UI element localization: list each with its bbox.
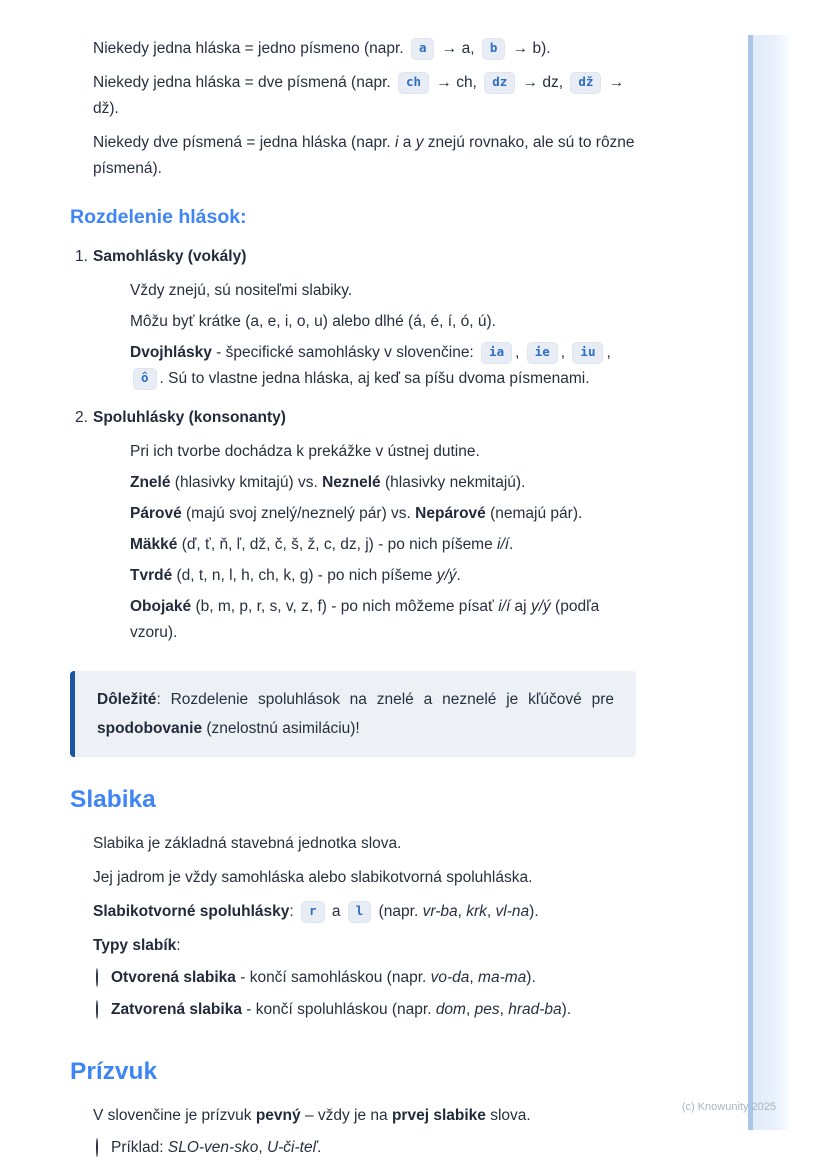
inline-code-badge: dz [484, 72, 515, 94]
bold-text: Dôležité [97, 691, 157, 708]
inline-code-badge: b [482, 38, 506, 60]
list-item [93, 439, 636, 465]
list-item-text [93, 865, 636, 891]
list-item-text [93, 1103, 636, 1167]
list-item [70, 899, 636, 925]
bold-text: Znelé [130, 474, 171, 491]
nested-circle-list [93, 1135, 636, 1161]
list-item-text [93, 933, 636, 1029]
section-heading: Rozdelenie hlások: [70, 206, 247, 228]
text-run: → b). [508, 40, 551, 57]
text-run: Slabika je základná stavebná jednotka slova. [93, 835, 402, 852]
list-item-text [130, 278, 636, 304]
inline-code-badge: ch [398, 72, 429, 94]
bold-text: Spoluhlásky (konsonanty) [93, 409, 286, 426]
text-run: (d, t, n, l, h, ch, k, g) - po nich píšeme [172, 567, 437, 584]
list-item [93, 278, 636, 304]
text-run: Môžu byť krátke (a, e, i, o, u) alebo dlhé (á, é, í, ó, ú). [130, 313, 496, 330]
italic-text: i [395, 134, 399, 151]
scrollbar-thumb[interactable] [748, 35, 753, 1130]
bold-text: Nepárové [415, 505, 486, 522]
text-run: → dz, [518, 74, 568, 91]
text-run: , [499, 1001, 509, 1018]
bold-text: Zatvorená slabika [111, 1001, 242, 1018]
text-run: a [398, 134, 416, 151]
number-marker: 2. [75, 409, 88, 426]
italic-text: ma-ma [478, 969, 527, 986]
list-item-text [93, 70, 636, 122]
text-run: : [289, 903, 299, 920]
bold-text: Obojaké [130, 598, 192, 615]
text-run: V slovenčine je prízvuk [93, 1107, 256, 1124]
list-item [70, 865, 636, 891]
italic-text: U-či-teľ [266, 1139, 317, 1156]
list-item [93, 501, 636, 527]
list-item [70, 36, 636, 62]
list-item-text [130, 439, 636, 465]
text-run: . [509, 536, 514, 553]
text-run: aj [510, 598, 531, 615]
right-side-panel [753, 35, 790, 1130]
bold-text: Párové [130, 505, 182, 522]
list-item-text [111, 997, 636, 1023]
text-run: (hlasivky nekmitajú). [380, 474, 526, 491]
list-item-text [93, 899, 636, 925]
text-run: – vždy je na [300, 1107, 392, 1124]
list-item [93, 532, 636, 558]
nested-bullet-list [93, 278, 636, 392]
list-item [70, 130, 636, 182]
bold-text: spodobovanie [97, 720, 203, 737]
list-item [70, 831, 636, 857]
text-run: Niekedy dve písmená = jedna hláska (napr. [93, 134, 396, 151]
text-run: (ď, ť, ň, ľ, dž, č, š, ž, c, dz, j) - po nich píšeme [177, 536, 498, 553]
list-item [70, 933, 636, 1029]
text-run: (znelostnú asimiláciu)! [202, 720, 360, 737]
text-run: → dž). [93, 74, 625, 117]
italic-text: dom [435, 1001, 466, 1018]
bold-text: Dvojhlásky [130, 344, 212, 361]
text-run: . [456, 567, 461, 584]
bold-text: pevný [255, 1107, 301, 1124]
text-run: . [316, 1139, 322, 1156]
italic-text: hrad-ba [508, 1001, 562, 1018]
copyright-notice: (c) Knowunity 2025 [681, 1101, 776, 1113]
circle-marker [93, 1135, 111, 1161]
bold-text: Typy slabík [93, 937, 177, 954]
list-item [93, 997, 636, 1023]
numbered-list [70, 244, 636, 651]
list-item-text [111, 1135, 636, 1161]
inline-code-badge: r [301, 901, 325, 923]
text-run: , [560, 344, 570, 361]
list-item-text [93, 36, 636, 62]
italic-text: y/ý [436, 567, 457, 584]
circle-marker [93, 965, 111, 991]
text-run: - končí spoluhláskou (napr. [241, 1001, 436, 1018]
list-item [93, 594, 636, 646]
text-run: (napr. [374, 903, 423, 920]
inline-code-badge: ie [527, 342, 558, 364]
list-item [70, 1103, 636, 1167]
text-run: Pri ich tvorbe dochádza k prekážke v ústnej dutine. [130, 443, 480, 460]
circle-marker [93, 997, 111, 1023]
text-run: (podľa vzoru). [130, 598, 600, 641]
italic-text: y/ý [530, 598, 551, 615]
circle-glyph [96, 968, 98, 987]
bold-text: prvej slabike [391, 1107, 486, 1124]
italic-text: vr-ba [422, 903, 458, 920]
list-item-text [130, 594, 636, 646]
list-item-text [93, 405, 636, 651]
list-item-text [130, 532, 636, 558]
numbered-item [70, 405, 636, 651]
list-item [93, 470, 636, 496]
italic-text: i/í [497, 536, 510, 553]
italic-text: vl-na [495, 903, 530, 920]
text-run: Vždy znejú, sú nositeľmi slabiky. [130, 282, 353, 299]
text-run: Niekedy jedna hláska = dve písmená (napr. [93, 74, 396, 91]
text-run: ). [529, 903, 539, 920]
number-marker: 1. [75, 248, 88, 265]
text-run: znejú rovnako, ale sú to rôzne písmená). [93, 134, 635, 177]
text-run: , [486, 903, 496, 920]
text-run: (majú svoj znelý/neznelý pár) vs. [181, 505, 416, 522]
circle-glyph [96, 1000, 98, 1019]
list-item-text [130, 563, 636, 589]
text-run: (hlasivky kmitajú) vs. [170, 474, 323, 491]
text-run: → a, [437, 40, 479, 57]
section-heading: Prízvuk [70, 1058, 158, 1085]
document-content [70, 36, 636, 1175]
list-item-text [130, 340, 636, 392]
nested-circle-list [93, 965, 636, 1023]
text-run: , [258, 1139, 267, 1156]
text-run: → ch, [432, 74, 482, 91]
list-item-text [93, 244, 636, 397]
inline-code-badge: dž [570, 72, 601, 94]
nested-bullet-list [93, 439, 636, 646]
italic-text: y [415, 134, 424, 151]
text-run: , [469, 969, 479, 986]
bold-text: Tvrdé [130, 567, 173, 584]
text-run: , [465, 1001, 475, 1018]
section-heading: Slabika [70, 786, 156, 813]
text-run: Jej jadrom je vždy samohláska alebo slabikotvorná spoluhláska. [93, 869, 533, 886]
list-item [93, 309, 636, 335]
italic-text: krk [466, 903, 487, 920]
list-item-text [130, 470, 636, 496]
inline-code-badge: ô [133, 368, 157, 390]
italic-text: pes [474, 1001, 500, 1018]
bold-text: Otvorená slabika [111, 969, 236, 986]
text-run: : Rozdelenie spoluhlások na znelé a neznelé je kľúčové pre [156, 691, 614, 708]
inline-code-badge: ia [481, 342, 512, 364]
text-run: Niekedy jedna hláska = jedno písmeno (napr. [93, 40, 408, 57]
list-item [93, 1135, 636, 1161]
text-run: slova. [485, 1107, 531, 1124]
numbered-item [70, 244, 636, 397]
circle-glyph [96, 1138, 98, 1157]
inline-code-badge: iu [572, 342, 603, 364]
text-run: : [176, 937, 181, 954]
text-run: (b, m, p, r, s, v, z, f) - po nich môžeme písať [191, 598, 499, 615]
inline-code-badge: l [348, 901, 372, 923]
text-run: - končí samohláskou (napr. [235, 969, 431, 986]
important-callout [70, 671, 636, 757]
bullet-list [70, 36, 636, 182]
bold-text: Samohlásky (vokály) [93, 248, 247, 265]
text-run: . Sú to vlastne jedna hláska, aj keď sa píšu dvoma písmenami. [159, 370, 590, 387]
text-run: , [457, 903, 467, 920]
list-item [93, 563, 636, 589]
text-run: a [327, 903, 345, 920]
bullet-list [70, 1103, 636, 1167]
list-item-text [130, 309, 636, 335]
list-item-text [111, 965, 636, 991]
text-run: ). [561, 1001, 572, 1018]
list-item [93, 340, 636, 392]
text-run: ). [526, 969, 536, 986]
italic-text: i/í [498, 598, 511, 615]
text-run: (nemajú pár). [485, 505, 583, 522]
text-run: Príklad: [111, 1139, 168, 1156]
list-item-text [130, 501, 636, 527]
italic-text: vo-da [430, 969, 470, 986]
text-run: - špecifické samohlásky v slovenčine: [211, 344, 479, 361]
inline-code-badge: a [411, 38, 435, 60]
italic-text: SLO-ven-sko [167, 1139, 259, 1156]
bold-text: Slabikotvorné spoluhlásky [93, 903, 290, 920]
bullet-list [70, 831, 636, 1029]
list-item-text [93, 831, 636, 857]
list-item [93, 965, 636, 991]
text-run: , [606, 344, 611, 361]
bold-text: Neznelé [322, 474, 381, 491]
list-item-text [93, 130, 636, 182]
bold-text: Mäkké [130, 536, 178, 553]
list-item [70, 70, 636, 122]
text-run: , [515, 344, 524, 361]
